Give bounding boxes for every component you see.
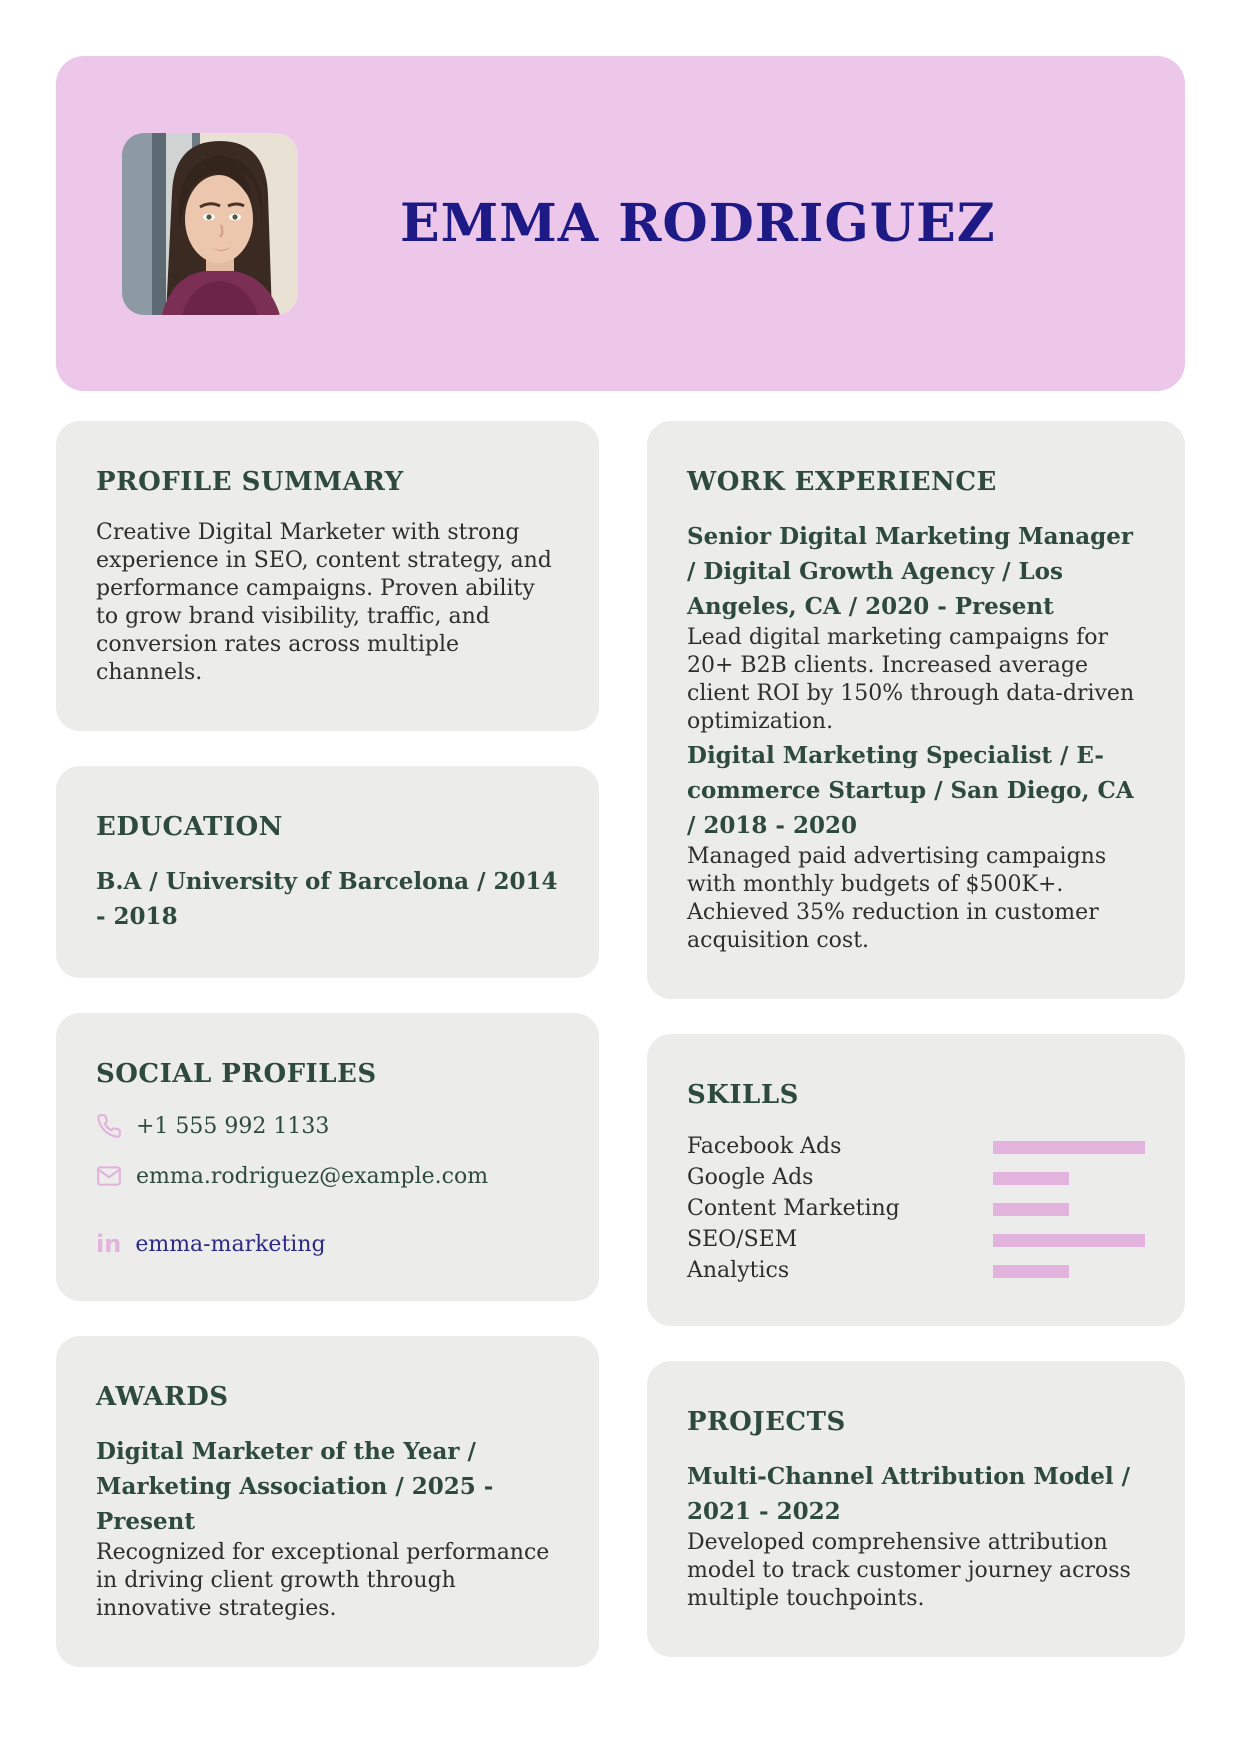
linkedin-row[interactable] xyxy=(96,1231,559,1257)
skill-bar-fill xyxy=(993,1203,1069,1216)
education-section xyxy=(56,766,599,978)
job-description: Lead digital marketing campaigns for 20+ B2B clients. Increased average client ROI by 150% through data-driven optimization. xyxy=(687,625,1135,734)
skill-bar-fill xyxy=(993,1234,1145,1247)
skill-bar xyxy=(993,1203,1145,1216)
page-title: EMMA RODRIGUEZ xyxy=(400,193,996,254)
skill-bar xyxy=(993,1265,1145,1278)
profile-summary-section xyxy=(56,421,599,731)
job-entry xyxy=(687,519,1145,736)
content-columns xyxy=(56,421,1185,1702)
award-title: Digital Marketer of the Year / Marketing Association / 2025 - Present xyxy=(96,1438,494,1535)
skill-bar-fill xyxy=(993,1141,1145,1154)
skill-bar-fill xyxy=(993,1265,1069,1278)
phone-row[interactable] xyxy=(96,1113,559,1139)
profile-summary-heading: PROFILE SUMMARY xyxy=(96,467,404,497)
skill-bar xyxy=(993,1172,1145,1185)
skills-section xyxy=(647,1034,1185,1326)
education-heading: EDUCATION xyxy=(96,812,283,842)
left-column xyxy=(56,421,599,1702)
phone-number: +1 555 992 1133 xyxy=(136,1113,330,1139)
project-title: Multi-Channel Attribution Model / 2021 - 2022 xyxy=(687,1463,1131,1525)
social-profiles-heading: SOCIAL PROFILES xyxy=(96,1059,377,1089)
projects-heading: PROJECTS xyxy=(687,1407,846,1437)
skill-bar xyxy=(993,1234,1145,1247)
skill-label: Analytics xyxy=(687,1258,790,1283)
skills-heading: SKILLS xyxy=(687,1080,799,1110)
profile-photo-illustration xyxy=(122,133,298,315)
linkedin-handle[interactable]: emma-marketing xyxy=(135,1231,326,1257)
email-row[interactable] xyxy=(96,1163,559,1189)
profile-photo xyxy=(122,133,298,315)
projects-section xyxy=(647,1361,1185,1657)
job-title: Senior Digital Marketing Manager / Digital Growth Agency / Los Angeles, CA / 2020 - Present xyxy=(687,523,1133,620)
job-description: Managed paid advertising campaigns with monthly budgets of $500K+. Achieved 35% reduction in customer acquisition cost. xyxy=(687,844,1107,953)
social-profiles-section xyxy=(56,1013,599,1301)
linkedin-icon: in xyxy=(96,1230,122,1258)
awards-section xyxy=(56,1336,599,1667)
job-title: Digital Marketing Specialist / E-commerce Startup / San Diego, CA / 2018 - 2020 xyxy=(687,742,1134,839)
right-column xyxy=(647,421,1185,1692)
skill-label: Google Ads xyxy=(687,1165,814,1190)
skills-list xyxy=(687,1136,1145,1282)
skill-bar xyxy=(993,1141,1145,1154)
phone-icon xyxy=(96,1113,122,1139)
profile-summary-text: Creative Digital Marketer with strong experience in SEO, content strategy, and performance campaigns. Proven ability to grow brand visibility, traffic, and conversion rates across multiple channels. xyxy=(96,520,552,685)
skill-bar-fill xyxy=(993,1172,1069,1185)
education-entry: B.A / University of Barcelona / 2014 - 2018 xyxy=(96,868,558,930)
job-entry xyxy=(687,738,1145,955)
skill-label: Content Marketing xyxy=(687,1196,900,1221)
awards-heading: AWARDS xyxy=(96,1382,229,1412)
header-banner xyxy=(56,56,1185,391)
email-icon xyxy=(96,1163,122,1189)
skill-label: SEO/SEM xyxy=(687,1227,798,1252)
project-description: Developed comprehensive attribution model to track customer journey across multiple touchpoints. xyxy=(687,1530,1131,1611)
work-experience-section xyxy=(647,421,1185,999)
work-experience-heading: WORK EXPERIENCE xyxy=(687,467,997,497)
skill-label: Facebook Ads xyxy=(687,1134,842,1159)
award-description: Recognized for exceptional performance in driving client growth through innovative strategies. xyxy=(96,1540,550,1621)
email-address: emma.rodriguez@example.com xyxy=(136,1163,489,1189)
